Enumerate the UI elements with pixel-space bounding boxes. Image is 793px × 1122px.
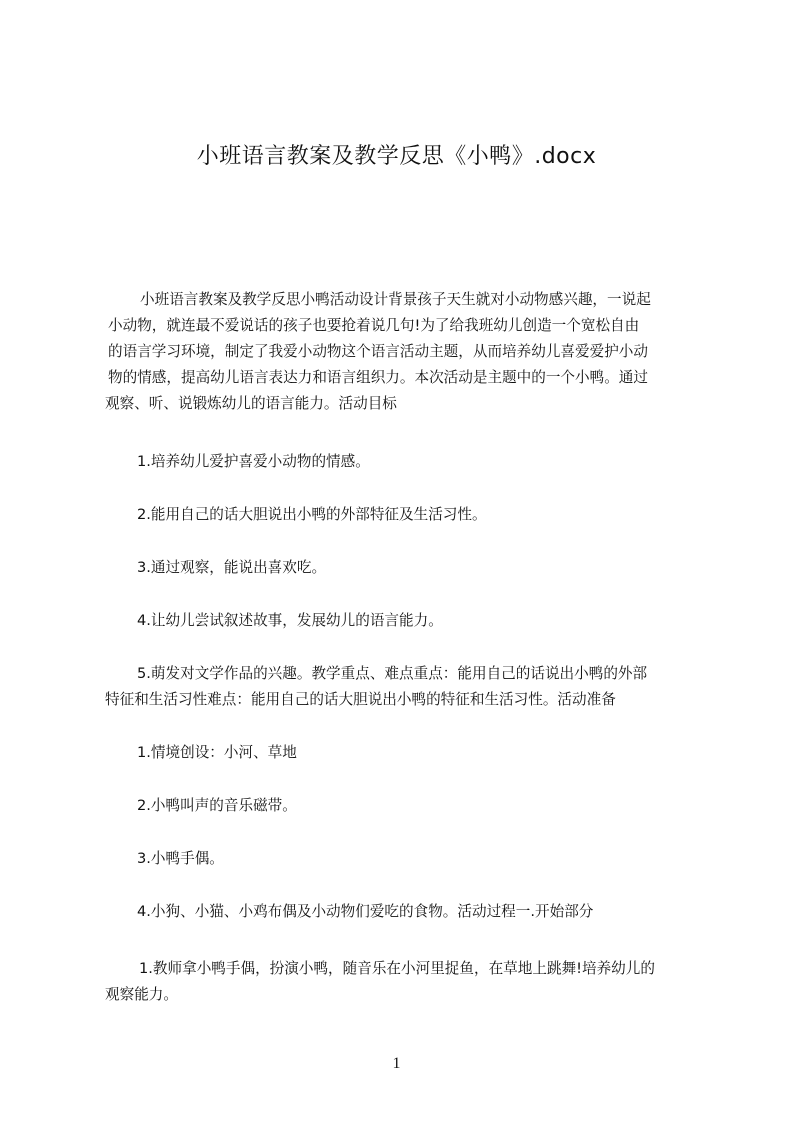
paragraph-intro <box>105 287 651 417</box>
paragraph-line: 观察能力。 <box>105 986 178 1003</box>
paragraph-line: 4.小狗、小猫、小鸡布偶及小动物们爱吃的食物。活动过程一.开始部分 <box>137 903 594 920</box>
paragraph-prep-2 <box>137 793 297 819</box>
document-title: 小班语言教案及教学反思《小鸭》.docx <box>196 144 597 169</box>
paragraph-prep-1 <box>137 740 297 766</box>
paragraph-line: 小班语言教案及教学反思小鸭活动设计背景孩子天生就对小动物感兴趣，一说起 <box>140 291 651 308</box>
paragraph-goal-4 <box>137 608 443 634</box>
paragraph-line: 5.萌发对文学作品的兴趣。教学重点、难点重点：能用自己的话说出小鸭的外部 <box>137 665 648 682</box>
paragraph-line: 1.培养幼儿爱护喜爱小动物的情感。 <box>137 453 370 470</box>
paragraph-process-1 <box>105 956 655 1008</box>
paragraph-line: 3.小鸭手偶。 <box>137 850 224 867</box>
paragraph-line: 2.能用自己的话大胆说出小鸭的外部特征及生活习性。 <box>137 506 487 523</box>
paragraph-line: 4.让幼儿尝试叙述故事，发展幼儿的语言能力。 <box>137 612 443 629</box>
page-number: 1 <box>392 1055 401 1072</box>
paragraph-line: 物的情感，提高幼儿语言表达力和语言组织力。本次活动是主题中的一个小鸭。通过 <box>108 369 648 386</box>
paragraph-line: 观察、听、说锻炼幼儿的语言能力。活动目标 <box>105 395 397 412</box>
paragraph-line: 1.情境创设：小河、草地 <box>137 744 297 761</box>
paragraph-goal-5 <box>105 661 647 713</box>
paragraph-prep-3 <box>137 846 224 872</box>
paragraph-line: 3.通过观察，能说出喜欢吃。 <box>137 559 327 576</box>
paragraph-line: 1.教师拿小鸭手偶，扮演小鸭，随音乐在小河里捉鱼，在草地上跳舞!培养幼儿的 <box>139 960 655 977</box>
paragraph-line: 的语言学习环境，制定了我爱小动物这个语言活动主题，从而培养幼儿喜爱爱护小动 <box>108 343 648 360</box>
paragraph-line: 2.小鸭叫声的音乐磁带。 <box>137 797 297 814</box>
paragraph-prep-4 <box>137 899 593 925</box>
paragraph-line: 小动物，就连最不爱说话的孩子也要抢着说几句!为了给我班幼儿创造一个宽松自由 <box>108 317 640 334</box>
paragraph-goal-2 <box>137 502 487 528</box>
paragraph-line: 特征和生活习性难点：能用自己的话大胆说出小鸭的特征和生活习性。活动准备 <box>105 691 616 708</box>
paragraph-goal-3 <box>137 555 326 581</box>
paragraph-goal-1 <box>137 449 370 475</box>
